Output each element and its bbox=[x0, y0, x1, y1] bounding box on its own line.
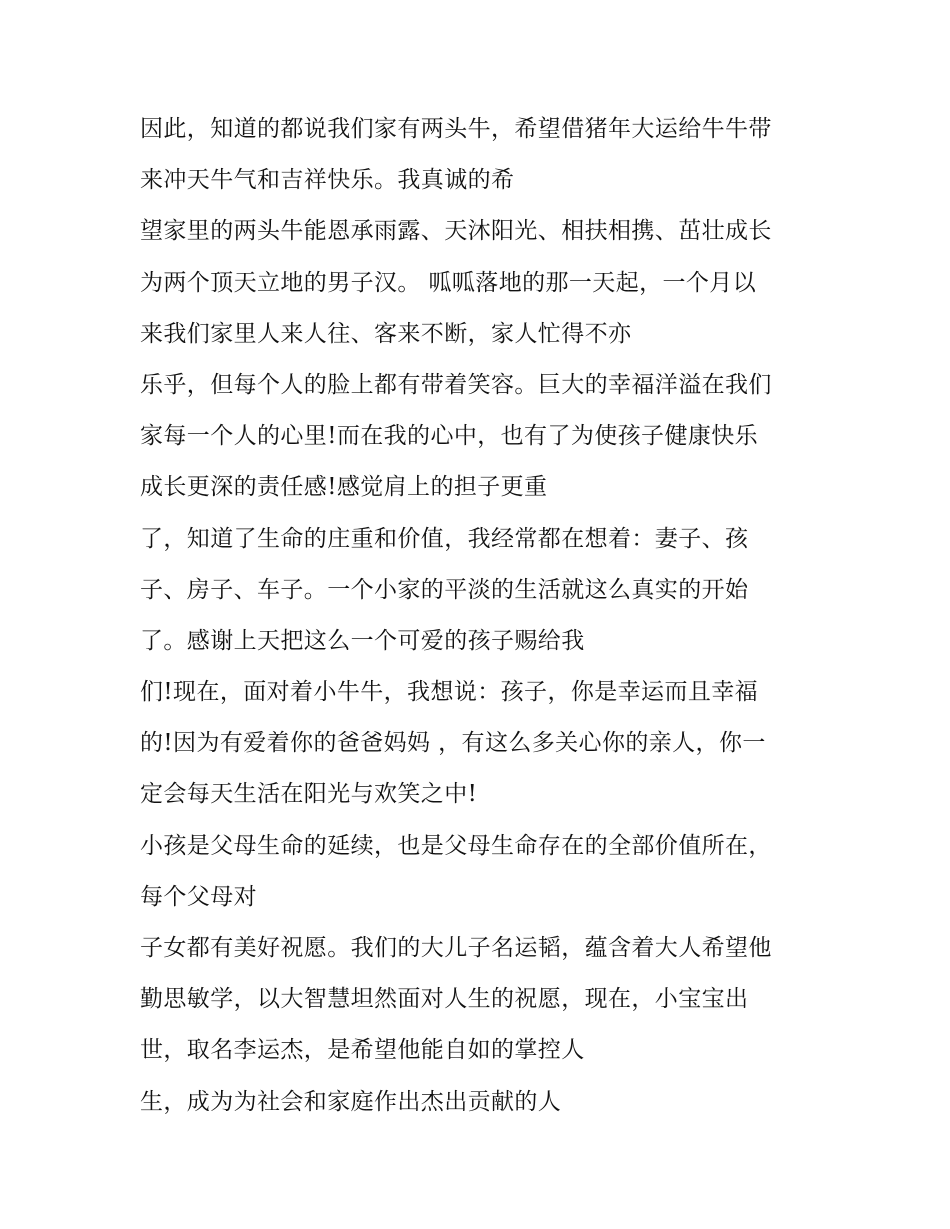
text-line: 世，取名李运杰，是希望他能自如的掌控人 bbox=[140, 1037, 585, 1064]
text-line: 子女都有美好祝愿。我们的大儿子名运韬，蕴含着大人希望他 bbox=[140, 935, 772, 961]
text-line: 们!现在，面对着小牛牛，我想说：孩子，你是幸运而且幸福 bbox=[140, 679, 759, 706]
text-line: 勤思敏学，以大智慧坦然面对人生的祝愿，现在，小宝宝出 bbox=[140, 986, 749, 1013]
text-line: 家每一个人的心里!而在我的心中，也有了为使孩子健康快乐 bbox=[140, 423, 759, 450]
text-line: 望家里的两头牛能恩承雨露、天沐阳光、相扶相携、茁壮成长 bbox=[140, 218, 772, 245]
text-line: 定会每天生活在阳光与欢笑之中! bbox=[140, 781, 478, 808]
text-line: 了。感谢上天把这么一个可爱的孩子赐给我 bbox=[140, 627, 585, 654]
text-line: 生，成为为社会和家庭作出杰出贡献的人 bbox=[140, 1088, 562, 1115]
text-line: 了，知道了生命的庄重和价值，我经常都在想着：妻子、孩 bbox=[140, 525, 749, 552]
text-line: 为两个顶天立地的男子汉。 呱呱落地的那一天起，一个月以 bbox=[140, 269, 757, 296]
text-line: 子、房子、车子。一个小家的平淡的生活就这么真实的开始 bbox=[140, 576, 749, 603]
text-line: 因此，知道的都说我们家有两头牛，希望借猪年大运给牛牛带 bbox=[140, 116, 772, 142]
text-line: 成长更深的责任感!感觉肩上的担子更重 bbox=[140, 474, 548, 501]
body-text bbox=[140, 104, 830, 1128]
text-line: 乐乎，但每个人的脸上都有带着笑容。巨大的幸福洋溢在我们 bbox=[140, 371, 772, 398]
text-line: 的!因为有爱着你的爸爸妈妈 ，有这么多关心你的亲人，你一 bbox=[140, 730, 766, 757]
text-line: 小孩是父母生命的延续，也是父母生命存在的全部价值所在， bbox=[140, 832, 772, 859]
text-line: 来我们家里人来人往、客来不断，家人忙得不亦 bbox=[140, 320, 632, 347]
text-line: 来冲天牛气和吉祥快乐。我真诚的希 bbox=[140, 167, 515, 194]
text-line: 每个父母对 bbox=[140, 883, 257, 910]
